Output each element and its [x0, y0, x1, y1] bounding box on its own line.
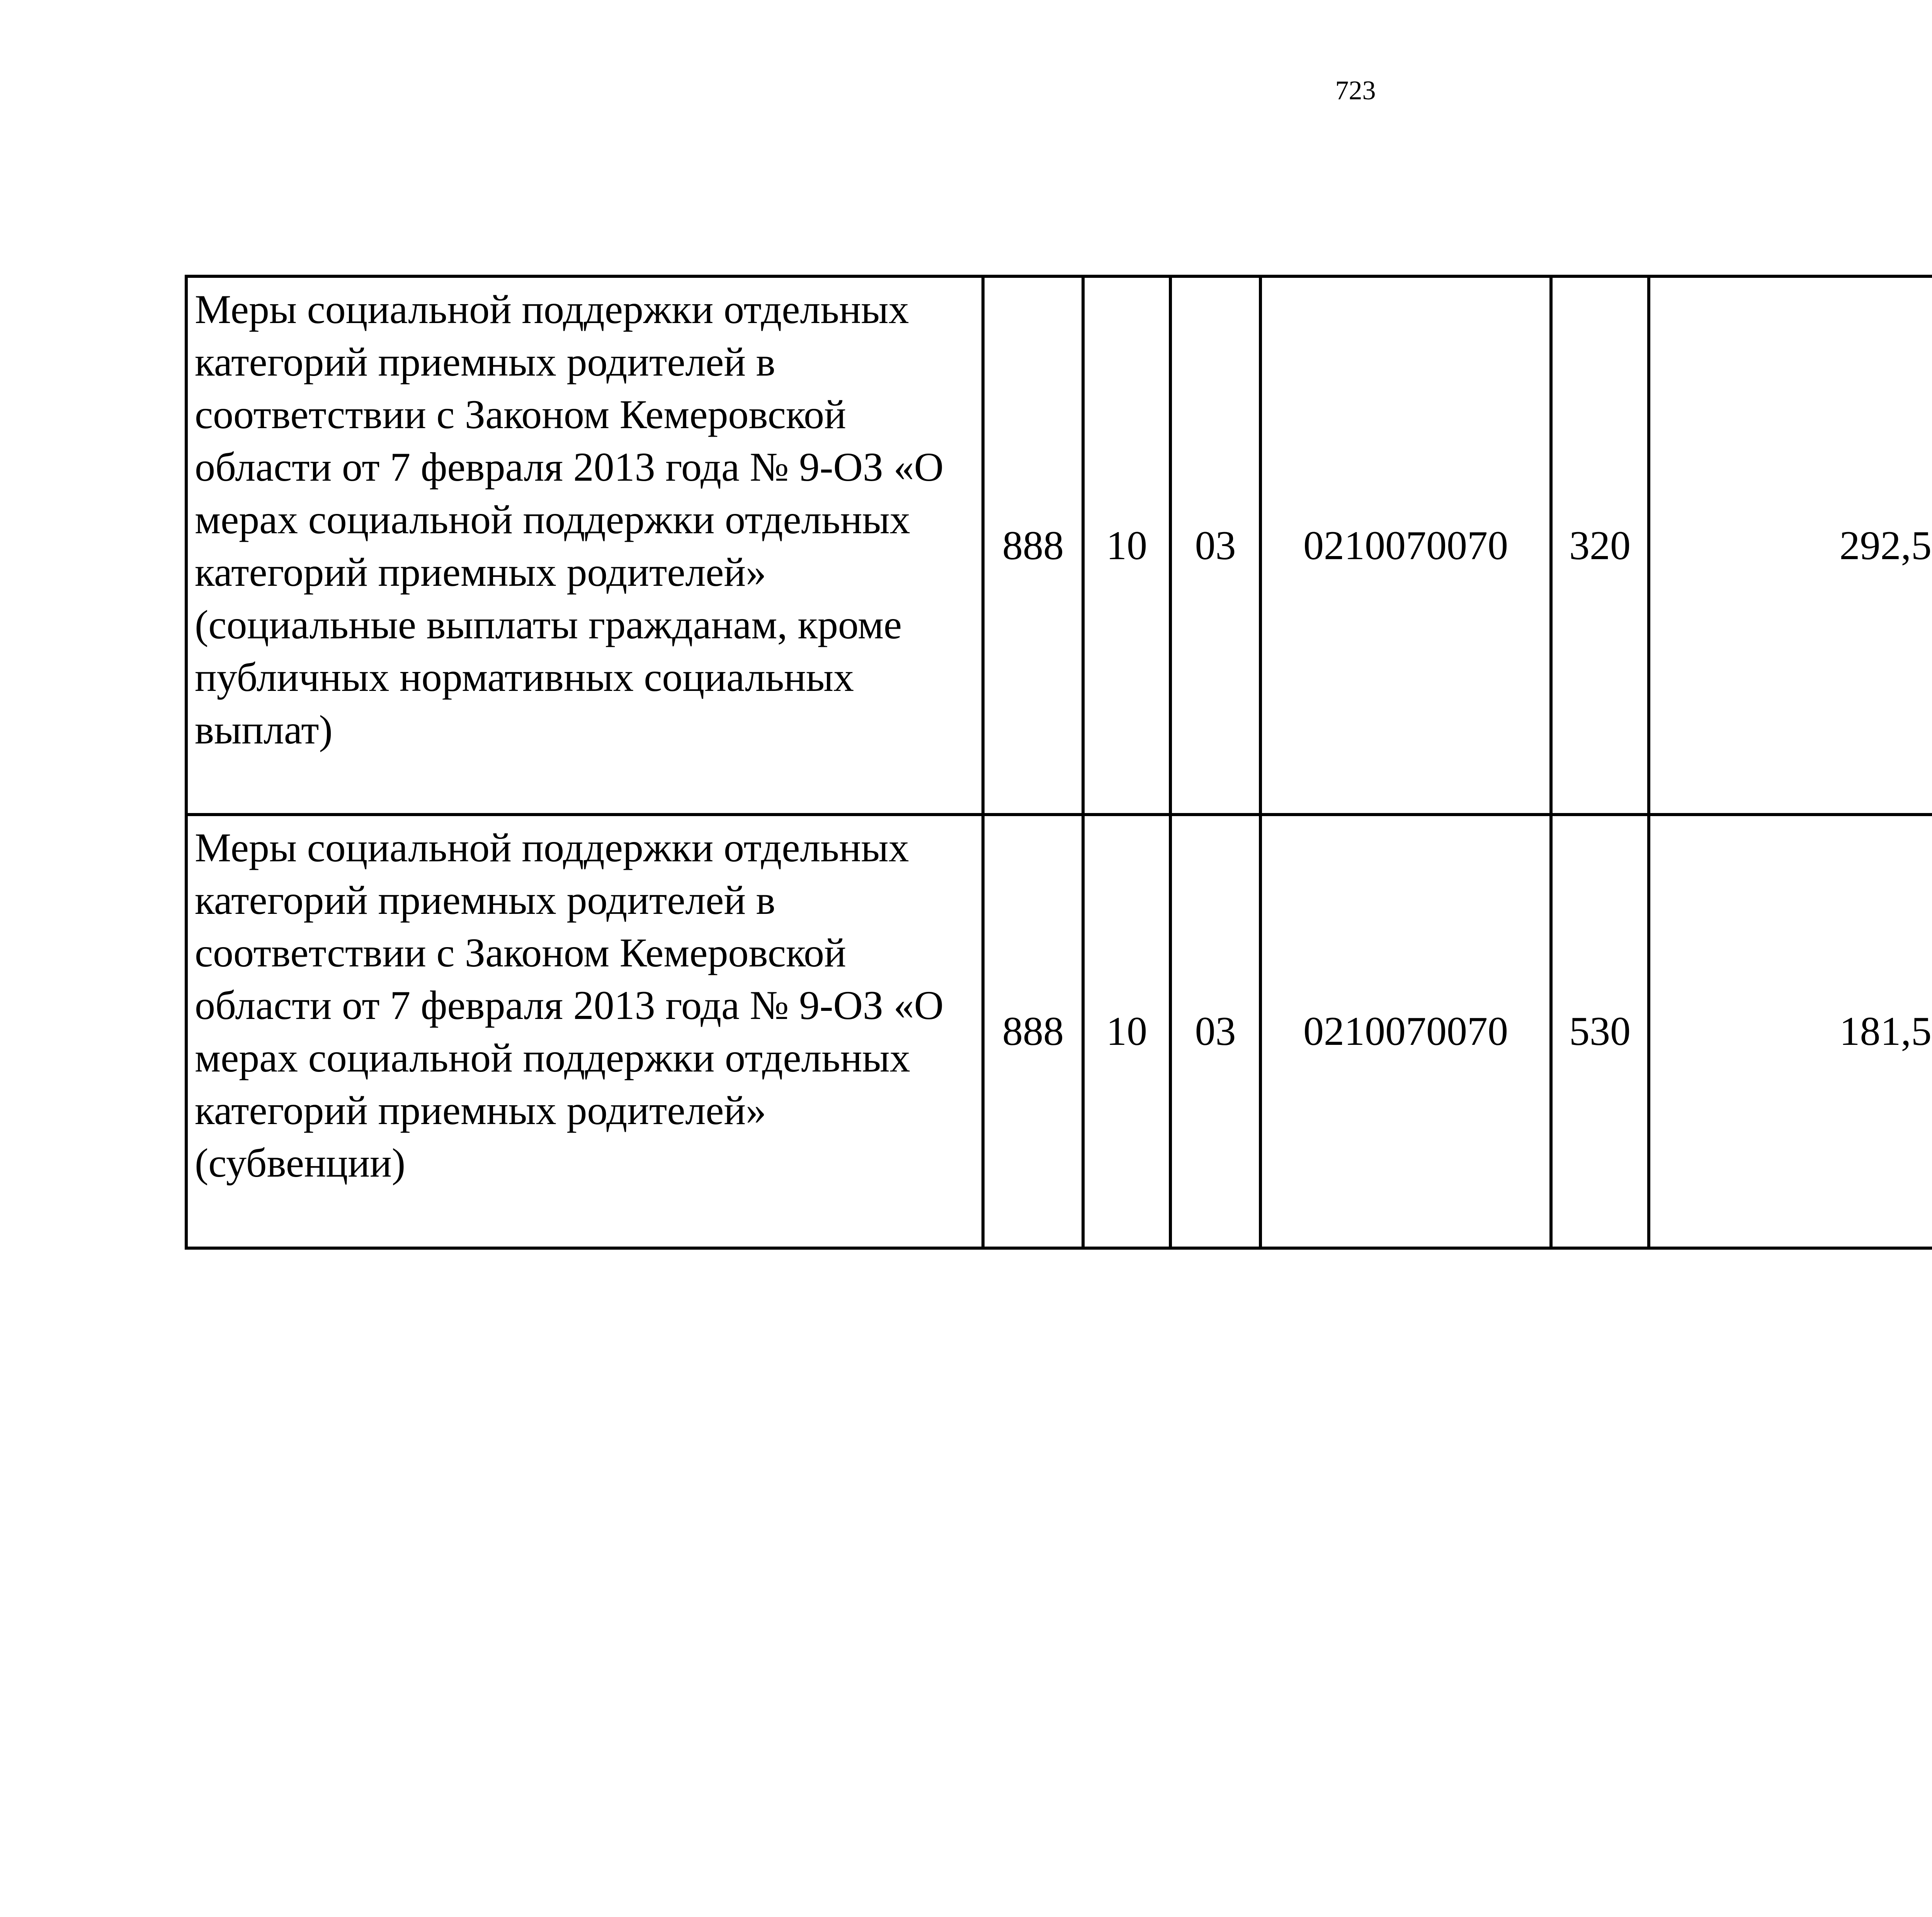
- ministry-code: 888: [983, 815, 1083, 1248]
- target-article-code: 0210070070: [1260, 815, 1551, 1248]
- amount-year-1: 292,5: [1649, 276, 1932, 815]
- subsection-code: 03: [1170, 815, 1260, 1248]
- section-code: 10: [1083, 815, 1170, 1248]
- row-description: Меры социальной поддержки отдельных категорий приемных родителей в соответствии с Законом Кемеровской области от 7 февраля 2013 года № 9-ОЗ «О мерах социальной поддержки отдельных категорий приемных родителей» (социальные выплаты гражданам, кроме публичных нормативных социальных выплат): [186, 276, 983, 815]
- expense-type-code: 530: [1551, 815, 1649, 1248]
- target-article-code: 0210070070: [1260, 276, 1551, 815]
- section-code: 10: [1083, 276, 1170, 815]
- page-number: 723: [1335, 76, 1376, 105]
- budget-table: [185, 275, 1932, 1250]
- expense-type-code: 320: [1551, 276, 1649, 815]
- table-row: [186, 276, 1932, 815]
- table-row: [186, 815, 1932, 1248]
- ministry-code: 888: [983, 276, 1083, 815]
- subsection-code: 03: [1170, 276, 1260, 815]
- row-description: Меры социальной поддержки отдельных категорий приемных родителей в соответствии с Законом Кемеровской области от 7 февраля 2013 года № 9-ОЗ «О мерах социальной поддержки отдельных категорий приемных родителей» (субвенции): [186, 815, 983, 1248]
- amount-year-1: 181,5: [1649, 815, 1932, 1248]
